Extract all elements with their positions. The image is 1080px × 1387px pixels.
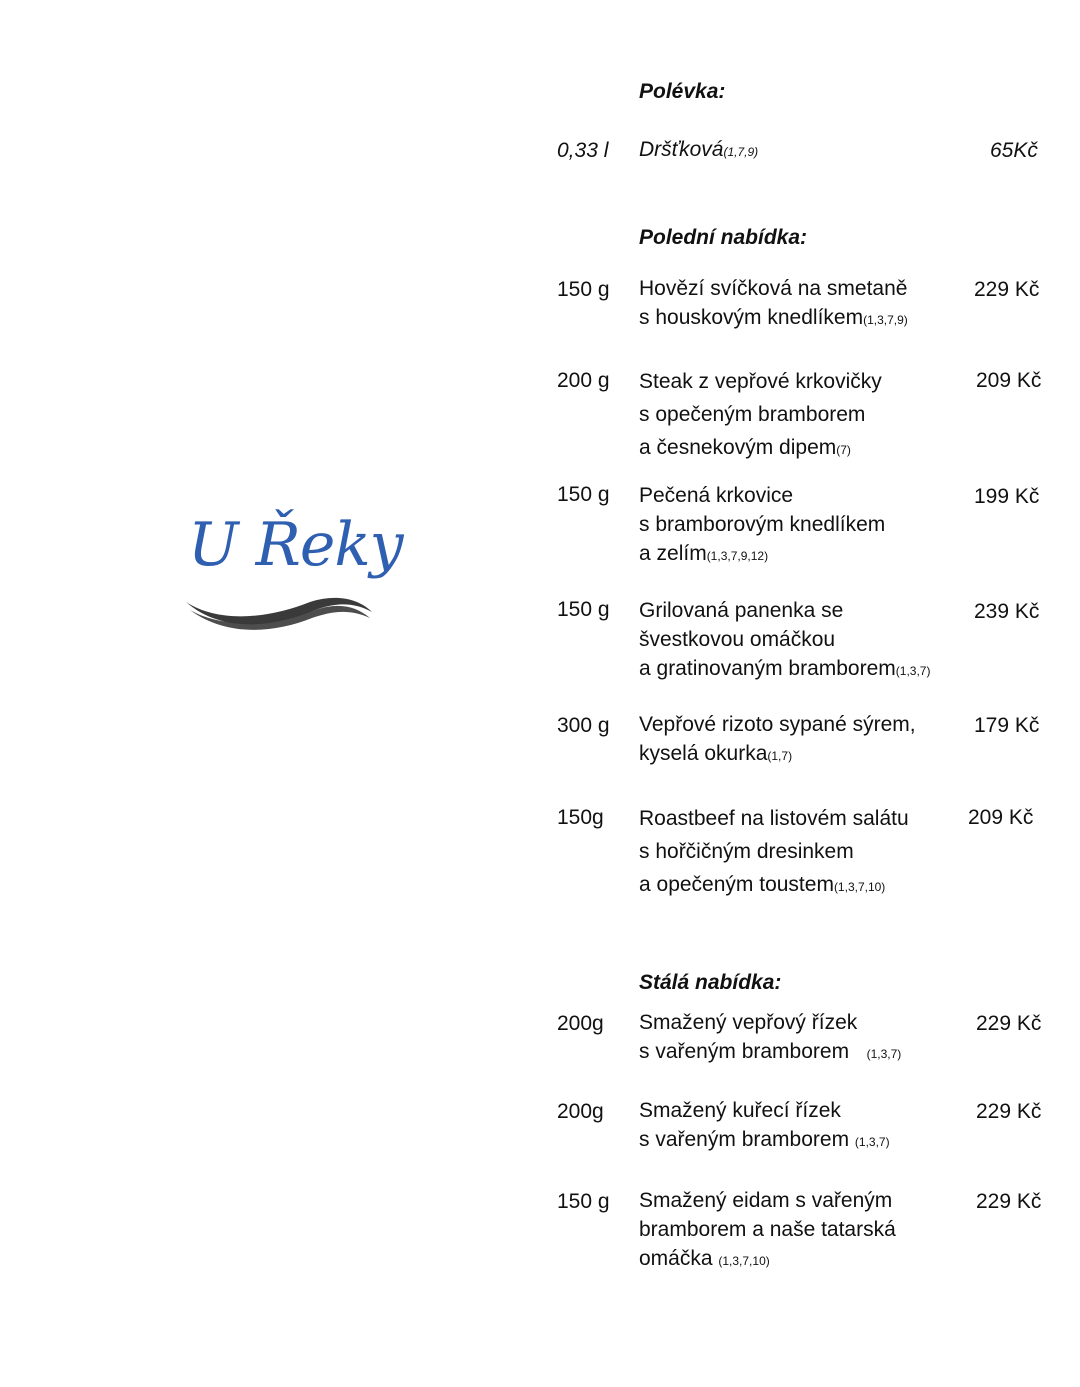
item-line: Roastbeef na listovém salátu (639, 807, 909, 830)
item-line: Steak z vepřové krkovičky (639, 370, 882, 393)
item-line: omáčka (639, 1247, 713, 1270)
item-line: s vařeným bramborem (639, 1128, 850, 1151)
menu-item (639, 274, 908, 335)
item-price: 179 Kč (974, 714, 1040, 737)
menu-item (639, 365, 882, 467)
item-qty: 150 g (557, 483, 610, 506)
item-qty: 300 g (557, 714, 610, 737)
section-heading-lunch: Polední nabídka: (639, 226, 808, 249)
item-line: a opečeným toustem (639, 873, 834, 896)
item-line-last (639, 868, 909, 904)
menu-item (639, 1186, 896, 1276)
item-qty: 150 g (557, 1190, 610, 1213)
item-line: bramborem a naše tatarská (639, 1218, 896, 1241)
menu-item (639, 1096, 890, 1157)
item-allergens: (1,3,7) (895, 664, 931, 678)
item-qty: 200g (557, 1100, 604, 1123)
item-line: s vařeným bramborem (639, 1040, 850, 1063)
item-price: 209 Kč (968, 806, 1034, 829)
item-line-last (639, 539, 885, 571)
item-line-last (639, 303, 908, 335)
item-allergens: (1,3,7,10) (718, 1254, 770, 1268)
item-line: a česnekovým dipem (639, 436, 837, 459)
item-line-last (639, 1037, 901, 1069)
item-allergens: (1,3,7) (866, 1047, 902, 1061)
item-qty: 150g (557, 806, 604, 829)
item-price: 199 Kč (974, 485, 1040, 508)
item-line-last (639, 1125, 890, 1157)
section-heading-standing: Stálá nabídka: (639, 971, 782, 994)
menu-item (639, 596, 930, 686)
item-price: 229 Kč (976, 1012, 1042, 1035)
item-allergens: (1,3,7,9) (863, 313, 908, 327)
item-qty: 200 g (557, 369, 610, 392)
item-line: a zelím (639, 542, 707, 565)
restaurant-logo (180, 510, 403, 650)
item-line: Grilovaná panenka se (639, 599, 844, 622)
menu-item (639, 710, 916, 771)
item-line: Pečená krkovice (639, 484, 794, 507)
item-line: Smažený eidam s vařeným (639, 1189, 893, 1212)
item-line: a gratinovaným bramborem (639, 657, 896, 680)
item-qty: 0,33 l (557, 139, 609, 162)
menu-item (639, 802, 909, 904)
item-allergens: (1,3,7,9,12) (706, 549, 769, 563)
item-price: 65Kč (990, 139, 1038, 162)
item-line-last (639, 1244, 896, 1276)
item-line: Smažený kuřecí řízek (639, 1099, 841, 1122)
item-line: švestkovou omáčkou (639, 628, 836, 651)
wave-icon (180, 592, 380, 642)
item-line: s bramborovým knedlíkem (639, 513, 886, 536)
item-allergens: (1,7) (767, 749, 793, 763)
item-allergens: (1,7,9) (723, 145, 759, 159)
item-name-text: Dršťková (639, 138, 724, 161)
section-heading-soup: Polévka: (639, 80, 726, 103)
item-qty: 150 g (557, 278, 610, 301)
item-name (639, 135, 758, 167)
item-qty: 200g (557, 1012, 604, 1035)
logo-text: U Řeky (188, 510, 403, 580)
item-line: s houskovým knedlíkem (639, 306, 864, 329)
item-line: s opečeným bramborem (639, 403, 866, 426)
menu-item (639, 481, 885, 571)
item-line: Vepřové rizoto sypané sýrem, (639, 713, 916, 736)
item-line: s hořčičným dresinkem (639, 840, 854, 863)
item-line: Hovězí svíčková na smetaně (639, 277, 908, 300)
item-price: 239 Kč (974, 600, 1040, 623)
menu-item (639, 1008, 901, 1069)
item-line-last (639, 431, 882, 467)
item-line-last (639, 739, 916, 771)
item-allergens: (7) (836, 443, 851, 457)
item-allergens: (1,3,7,10) (833, 880, 886, 894)
item-line: Smažený vepřový řízek (639, 1011, 858, 1034)
item-allergens: (1,3,7) (854, 1135, 890, 1149)
item-price: 229 Kč (974, 278, 1040, 301)
item-line-last (639, 654, 930, 686)
item-qty: 150 g (557, 598, 610, 621)
item-price: 229 Kč (976, 1190, 1042, 1213)
item-price: 229 Kč (976, 1100, 1042, 1123)
item-price: 209 Kč (976, 369, 1042, 392)
item-line: kyselá okurka (639, 742, 768, 765)
